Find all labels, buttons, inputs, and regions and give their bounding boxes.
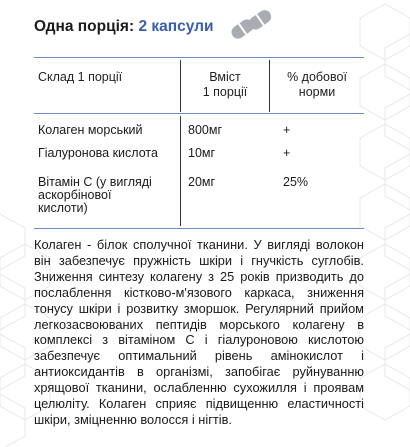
table-row-vitamin-c-name: Вітамін С (у вигляді аскорбінової кислоти) [38, 175, 152, 215]
table-row-vitamin-c-daily: 25% [283, 175, 309, 189]
table-bottom-rule [34, 228, 364, 229]
table-row-collagen-amount: 800мг [188, 123, 223, 137]
table-top-rule [34, 57, 364, 58]
table-row-hyaluronic-name: Гіалуронова кислота [38, 146, 158, 160]
product-description: Колаген - білок сполучної тканини. У вигляді волокон він забезпечує пружність шкіри і гнучкість суглобів. Зниження синтезу колагену з 25 років призводить до послаблення кістково-м'язового каркаса, зниження тонусу шкіри і розвитку зморшок. Регулярний прийом легкозасвоюваних пептидів морського колагену в комплексі з вітаміном С і гіалуроновою кислотою забезпечує оптимальний рівень амінокислот і антиоксидантів в організмі, запобігає руйнуванню хрящової тканини, ослабленню сухожилля і проявам целюліту. Колаген сприяє підвищенню еластичності шкіри, зміцненню волосся і нігтів. [34, 237, 364, 427]
table-header-rule [34, 113, 364, 114]
table-row-vitamin-c-amount: 20мг [188, 175, 216, 189]
serving-size [34, 18, 214, 36]
capsules-icon [228, 6, 274, 46]
serving-value: 2 капсули [138, 18, 214, 35]
serving-label: Одна порція: [34, 18, 135, 35]
table-row-collagen-name: Колаген морський [38, 123, 143, 137]
table-row-hyaluronic-amount: 10мг [188, 146, 216, 160]
table-row-hyaluronic-daily: + [283, 146, 291, 160]
table-row-collagen-daily: + [283, 123, 291, 137]
column-divider-1-body [180, 116, 181, 226]
header-daily-value: % добової норми [287, 70, 347, 99]
header-composition: Склад 1 порції [38, 70, 123, 84]
header-content: Вміст 1 порції [202, 70, 248, 99]
